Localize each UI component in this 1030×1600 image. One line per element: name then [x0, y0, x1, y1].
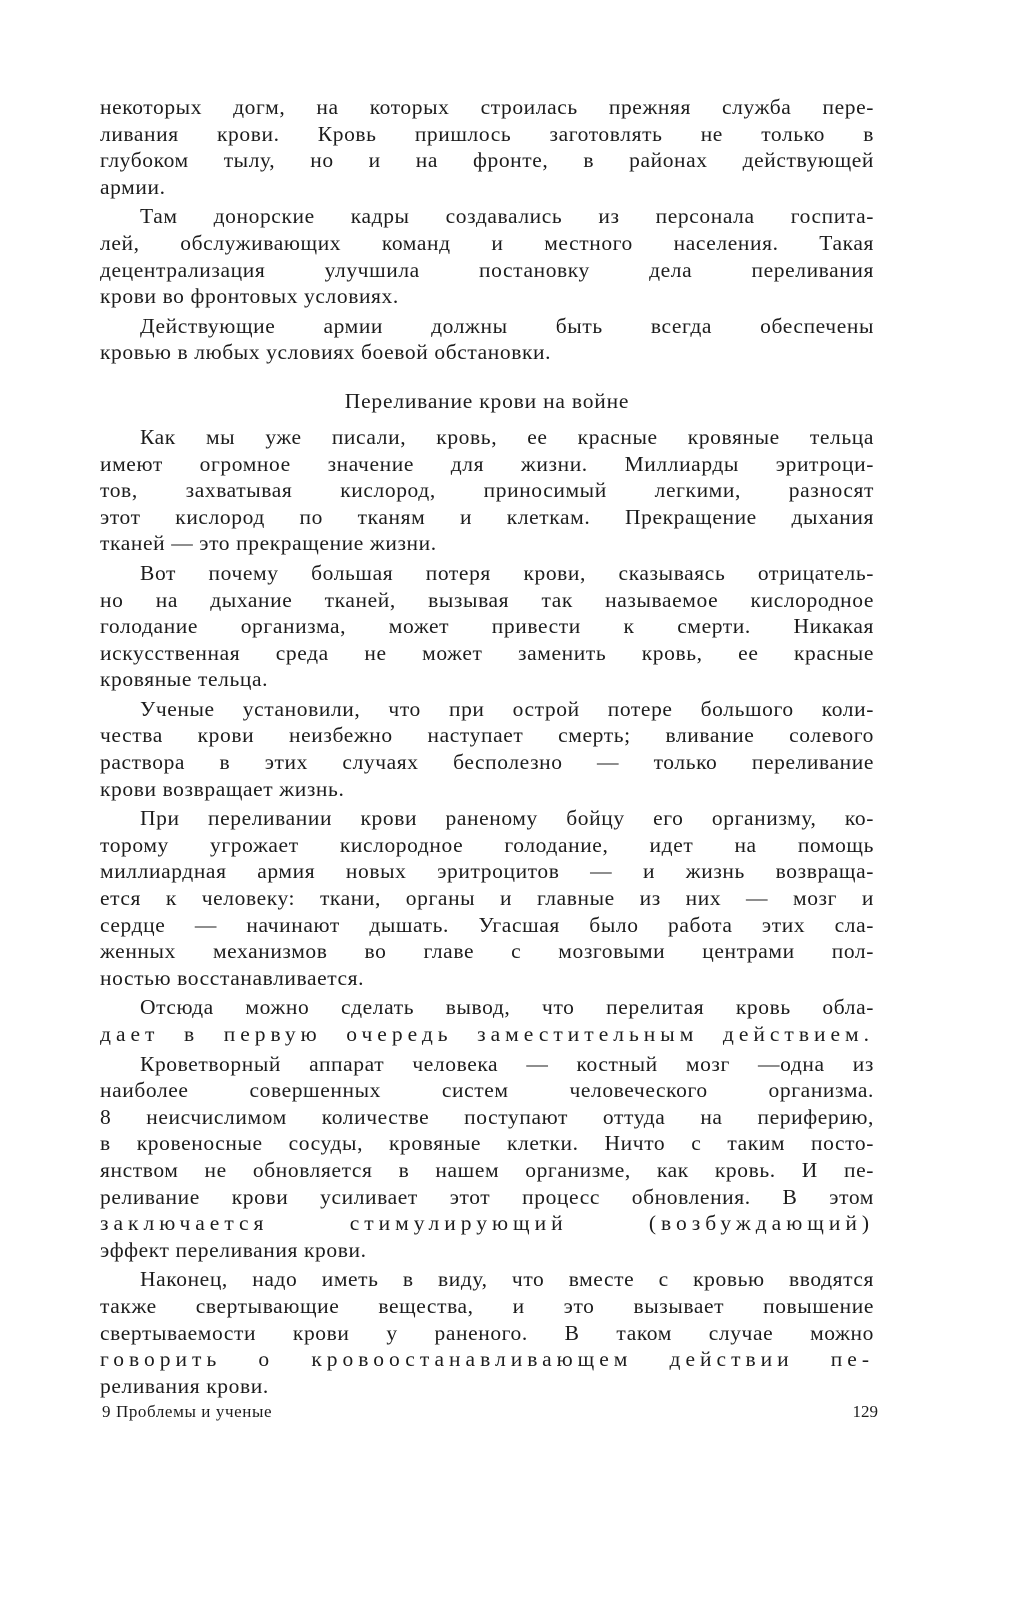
- text-line: децентрализация улучшила постановку дела переливания: [100, 257, 874, 282]
- page-number: 129: [852, 1402, 878, 1421]
- text-line: сердце — начинают дышать. Угасшая было работа этих сла-: [100, 912, 874, 937]
- paragraph: [100, 313, 874, 366]
- text-line: дает в первую очередь заместительным действием.: [100, 1022, 874, 1046]
- text-line: голодание организма, может привести к смерти. Никакая: [100, 614, 874, 639]
- text-line: также свертывающие вещества, и это вызывает повышение: [100, 1293, 874, 1318]
- text-line: реливания крови.: [100, 1373, 269, 1398]
- paragraph: [100, 424, 874, 557]
- text-line: крови во фронтовых условиях.: [100, 284, 399, 309]
- text-line: тканей — это прекращение жизни.: [100, 531, 437, 556]
- text-line: ется к человеку: ткани, органы и главные из них — мозг и: [100, 886, 874, 911]
- text-line: миллиардная армия новых эритроцитов — и жизнь возвраща-: [100, 859, 874, 884]
- text-line: в кровеносные сосуды, кровяные клетки. Ничто с таким посто-: [100, 1131, 874, 1156]
- text-line: Ученые установили, что при острой потере большого коли-: [140, 696, 874, 721]
- text-line: Отсюда можно сделать вывод, что перелитая кровь обла-: [140, 995, 874, 1020]
- text-line: раствора в этих случаях бесполезно — только переливание: [100, 750, 874, 775]
- text-line: Наконец, надо иметь в виду, что вместе с кровью вводятся: [140, 1267, 874, 1292]
- paragraph: [100, 1266, 874, 1399]
- text-line: кровяные тельца.: [100, 667, 269, 692]
- text-line: армии.: [100, 174, 166, 199]
- text-line: женных механизмов во главе с мозговыми центрами пол-: [100, 939, 874, 964]
- text-line: заключается стимулирующий (возбуждающий): [100, 1211, 874, 1236]
- paragraph: [100, 94, 874, 200]
- text-line: При переливании крови раненому бойцу его организму, ко-: [140, 806, 874, 831]
- text-line: ливания крови. Кровь пришлось заготовлять не только в: [100, 121, 874, 146]
- text-line: искусственная среда не может заменить кровь, ее красные: [100, 640, 874, 665]
- page-body: [100, 94, 874, 1402]
- text-line: чества крови неизбежно наступает смерть; вливание солевого: [100, 723, 874, 748]
- text-line: лей, обслуживающих команд и местного населения. Такая: [100, 230, 874, 255]
- text-line: некоторых догм, на которых строилась прежняя служба пере-: [100, 95, 874, 119]
- text-line: кровью в любых условиях боевой обстановки.: [100, 340, 552, 365]
- paragraph: [100, 203, 874, 309]
- text-line: но на дыхание тканей, вызывая так называемое кислородное: [100, 587, 874, 612]
- text-line: свертываемости крови у раненого. В таком случае можно: [100, 1320, 874, 1345]
- text-line: наиболее совершенных систем человеческого организма.: [100, 1078, 874, 1103]
- text-line: 8 неисчислимом количестве поступают оттуда на периферию,: [100, 1104, 874, 1129]
- text-line: этот кислород по тканям и клеткам. Прекращение дыхания: [100, 504, 874, 529]
- text-line: говорить о кровоостанавливающем действии пе-: [100, 1347, 874, 1372]
- printer-signature: 9 Проблемы и ученые: [102, 1402, 273, 1421]
- section-heading: Переливание крови на войне: [344, 388, 630, 413]
- paragraph: [100, 805, 874, 991]
- paragraph: [100, 696, 874, 802]
- text-line: Вот почему большая потеря крови, сказываясь отрицатель-: [140, 560, 874, 585]
- text-line: эффект переливания крови.: [100, 1237, 367, 1262]
- paragraph: [100, 994, 874, 1047]
- text-line: Действующие армии должны быть всегда обеспечены: [140, 313, 874, 338]
- text-line: Как мы уже писали, кровь, ее красные кровяные тельца: [140, 424, 874, 449]
- text-line: Там донорские кадры создавались из персонала госпита-: [140, 204, 874, 229]
- text-line: ностью восстанавливается.: [100, 965, 365, 990]
- text-line: янством не обновляется в нашем организме, как кровь. И пе-: [100, 1157, 874, 1182]
- text-line: реливание крови усиливает этот процесс обновления. В этом: [100, 1184, 874, 1209]
- text-line: торому угрожает кислородное голодание, идет на помощь: [100, 832, 874, 857]
- text-line: тов, захватывая кислород, приносимый легкими, разносят: [100, 478, 874, 503]
- paragraph: [100, 1051, 874, 1264]
- text-line: глубоком тылу, но и на фронте, в районах действующей: [100, 148, 874, 173]
- text-line: Кроветворный аппарат человека — костный мозг —одна из: [140, 1051, 874, 1076]
- text-line: имеют огромное значение для жизни. Миллиарды эритроци-: [100, 451, 874, 476]
- paragraph: [100, 560, 874, 693]
- text-line: крови возвращает жизнь.: [100, 776, 345, 801]
- page-footer: [100, 1402, 878, 1428]
